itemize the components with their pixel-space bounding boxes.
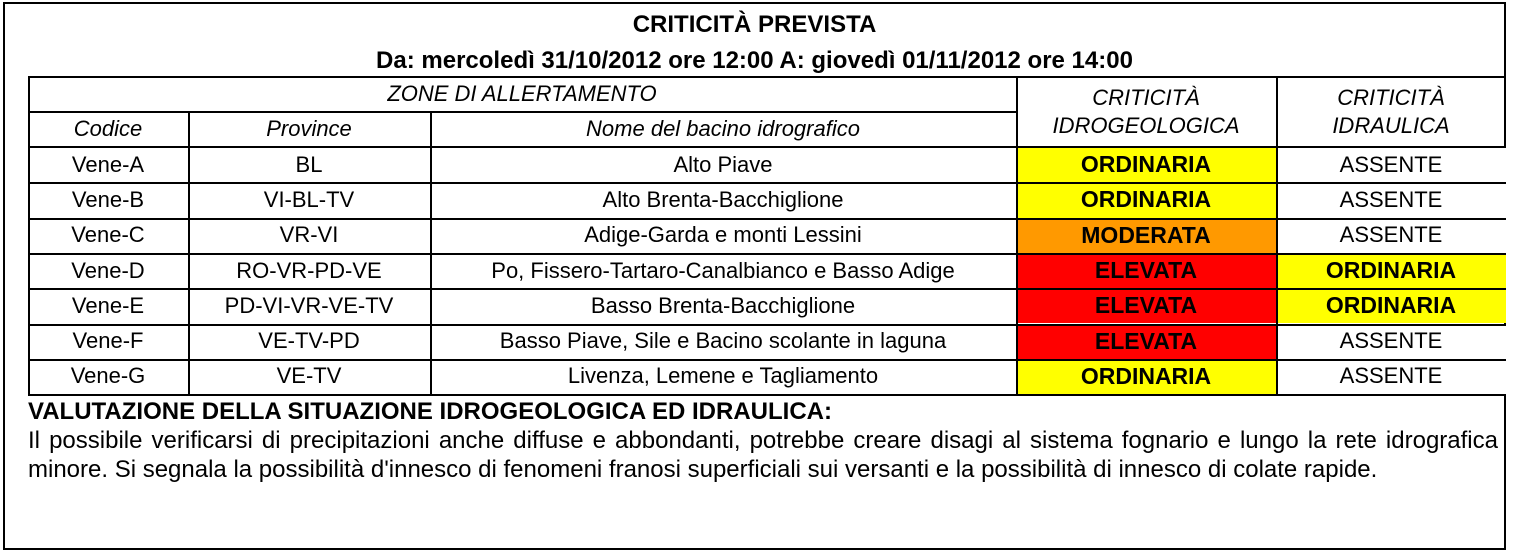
basin-name-cell: Adige-Garda e monti Lessini xyxy=(584,222,862,248)
zone-code-cell: Vene-D xyxy=(71,257,145,283)
hydraulic-level-cell: ORDINARIA xyxy=(1276,253,1506,288)
column-divider xyxy=(1016,76,1018,394)
column-header-basin: Nome del bacino idrografico xyxy=(586,116,860,141)
column-divider xyxy=(188,111,190,394)
zone-code-cell: Vene-B xyxy=(71,186,145,212)
row-divider xyxy=(28,324,1506,326)
zone-code-cell: Vene-A xyxy=(71,151,145,177)
provinces-cell: RO-VR-PD-VE xyxy=(236,257,382,283)
forecast-period: Da: mercoledì 31/10/2012 ore 12:00 A: giovedì 01/11/2012 ore 14:00 xyxy=(376,47,1133,74)
provinces-cell: BL xyxy=(295,151,323,177)
column-header-provinces: Province xyxy=(266,116,352,141)
hydraulic-level-cell: ASSENTE xyxy=(1276,182,1506,217)
bulletin-title: CRITICITÀ PREVISTA xyxy=(632,11,877,38)
provinces-cell: VE-TV xyxy=(276,363,342,389)
column-divider xyxy=(1276,76,1278,394)
basin-name-cell: Alto Piave xyxy=(673,151,773,177)
hydrogeological-level-cell: ELEVATA xyxy=(1016,288,1276,323)
row-divider xyxy=(28,394,1506,396)
assessment-text: Il possibile verificarsi di precipitazioni anche diffuse e abbondanti, potrebbe creare disagi al sistema fognario e lungo la rete idrografica minore. Si segnala la possibilità d'innesco di fenomeni franosi superficiali sui versanti e la possibilità di innesco di colate rapide. xyxy=(28,427,1498,483)
hydrogeological-level-cell: ORDINARIA xyxy=(1016,182,1276,217)
hydrogeological-level-cell: MODERATA xyxy=(1016,218,1276,253)
column-divider xyxy=(430,111,432,394)
row-divider xyxy=(28,288,1506,290)
provinces-cell: VE-TV-PD xyxy=(258,328,360,354)
assessment-section xyxy=(28,398,1498,484)
provinces-cell: VI-BL-TV xyxy=(263,186,355,212)
row-divider xyxy=(28,218,1506,220)
column-header-divider xyxy=(28,146,1506,148)
provinces-cell: PD-VI-VR-VE-TV xyxy=(224,292,394,318)
row-divider xyxy=(28,182,1506,184)
assessment-heading: VALUTAZIONE DELLA SITUAZIONE IDROGEOLOGICA ED IDRAULICA: xyxy=(28,398,832,425)
zone-code-cell: Vene-E xyxy=(71,292,145,318)
basin-name-cell: Basso Brenta-Bacchiglione xyxy=(590,292,856,318)
hydraulic-level-cell: ORDINARIA xyxy=(1276,288,1506,323)
basin-name-cell: Po, Fissero-Tartaro-Canalbianco e Basso Adige xyxy=(491,257,955,283)
hydraulic-header: CRITICITÀ IDRAULICA xyxy=(1332,85,1450,138)
hydrogeological-level-cell: ORDINARIA xyxy=(1016,359,1276,394)
zone-code-cell: Vene-G xyxy=(70,363,146,389)
hydraulic-level-cell: ASSENTE xyxy=(1276,147,1506,182)
basin-name-cell: Alto Brenta-Bacchiglione xyxy=(602,186,844,212)
zone-code-cell: Vene-F xyxy=(72,328,144,354)
hydraulic-level-cell: ASSENTE xyxy=(1276,324,1506,359)
provinces-cell: VR-VI xyxy=(279,222,339,248)
zone-code-cell: Vene-C xyxy=(71,222,145,248)
zones-subheader-divider xyxy=(28,111,1016,113)
column-header-code: Codice xyxy=(73,116,143,141)
table-left-border xyxy=(28,76,30,394)
zones-header: ZONE DI ALLERTAMENTO xyxy=(387,81,657,106)
hydrogeological-level-cell: ELEVATA xyxy=(1016,324,1276,359)
basin-name-cell: Basso Piave, Sile e Bacino scolante in laguna xyxy=(499,328,947,354)
hydrogeological-header: CRITICITÀ IDROGEOLOGICA xyxy=(1052,85,1240,138)
row-divider xyxy=(28,253,1506,255)
header-divider xyxy=(28,76,1506,78)
basin-name-cell: Livenza, Lemene e Tagliamento xyxy=(567,363,879,389)
hydraulic-level-cell: ASSENTE xyxy=(1276,359,1506,394)
row-divider xyxy=(28,359,1506,361)
hydrogeological-level-cell: ORDINARIA xyxy=(1016,147,1276,182)
hydraulic-level-cell: ASSENTE xyxy=(1276,218,1506,253)
hydrogeological-level-cell: ELEVATA xyxy=(1016,253,1276,288)
